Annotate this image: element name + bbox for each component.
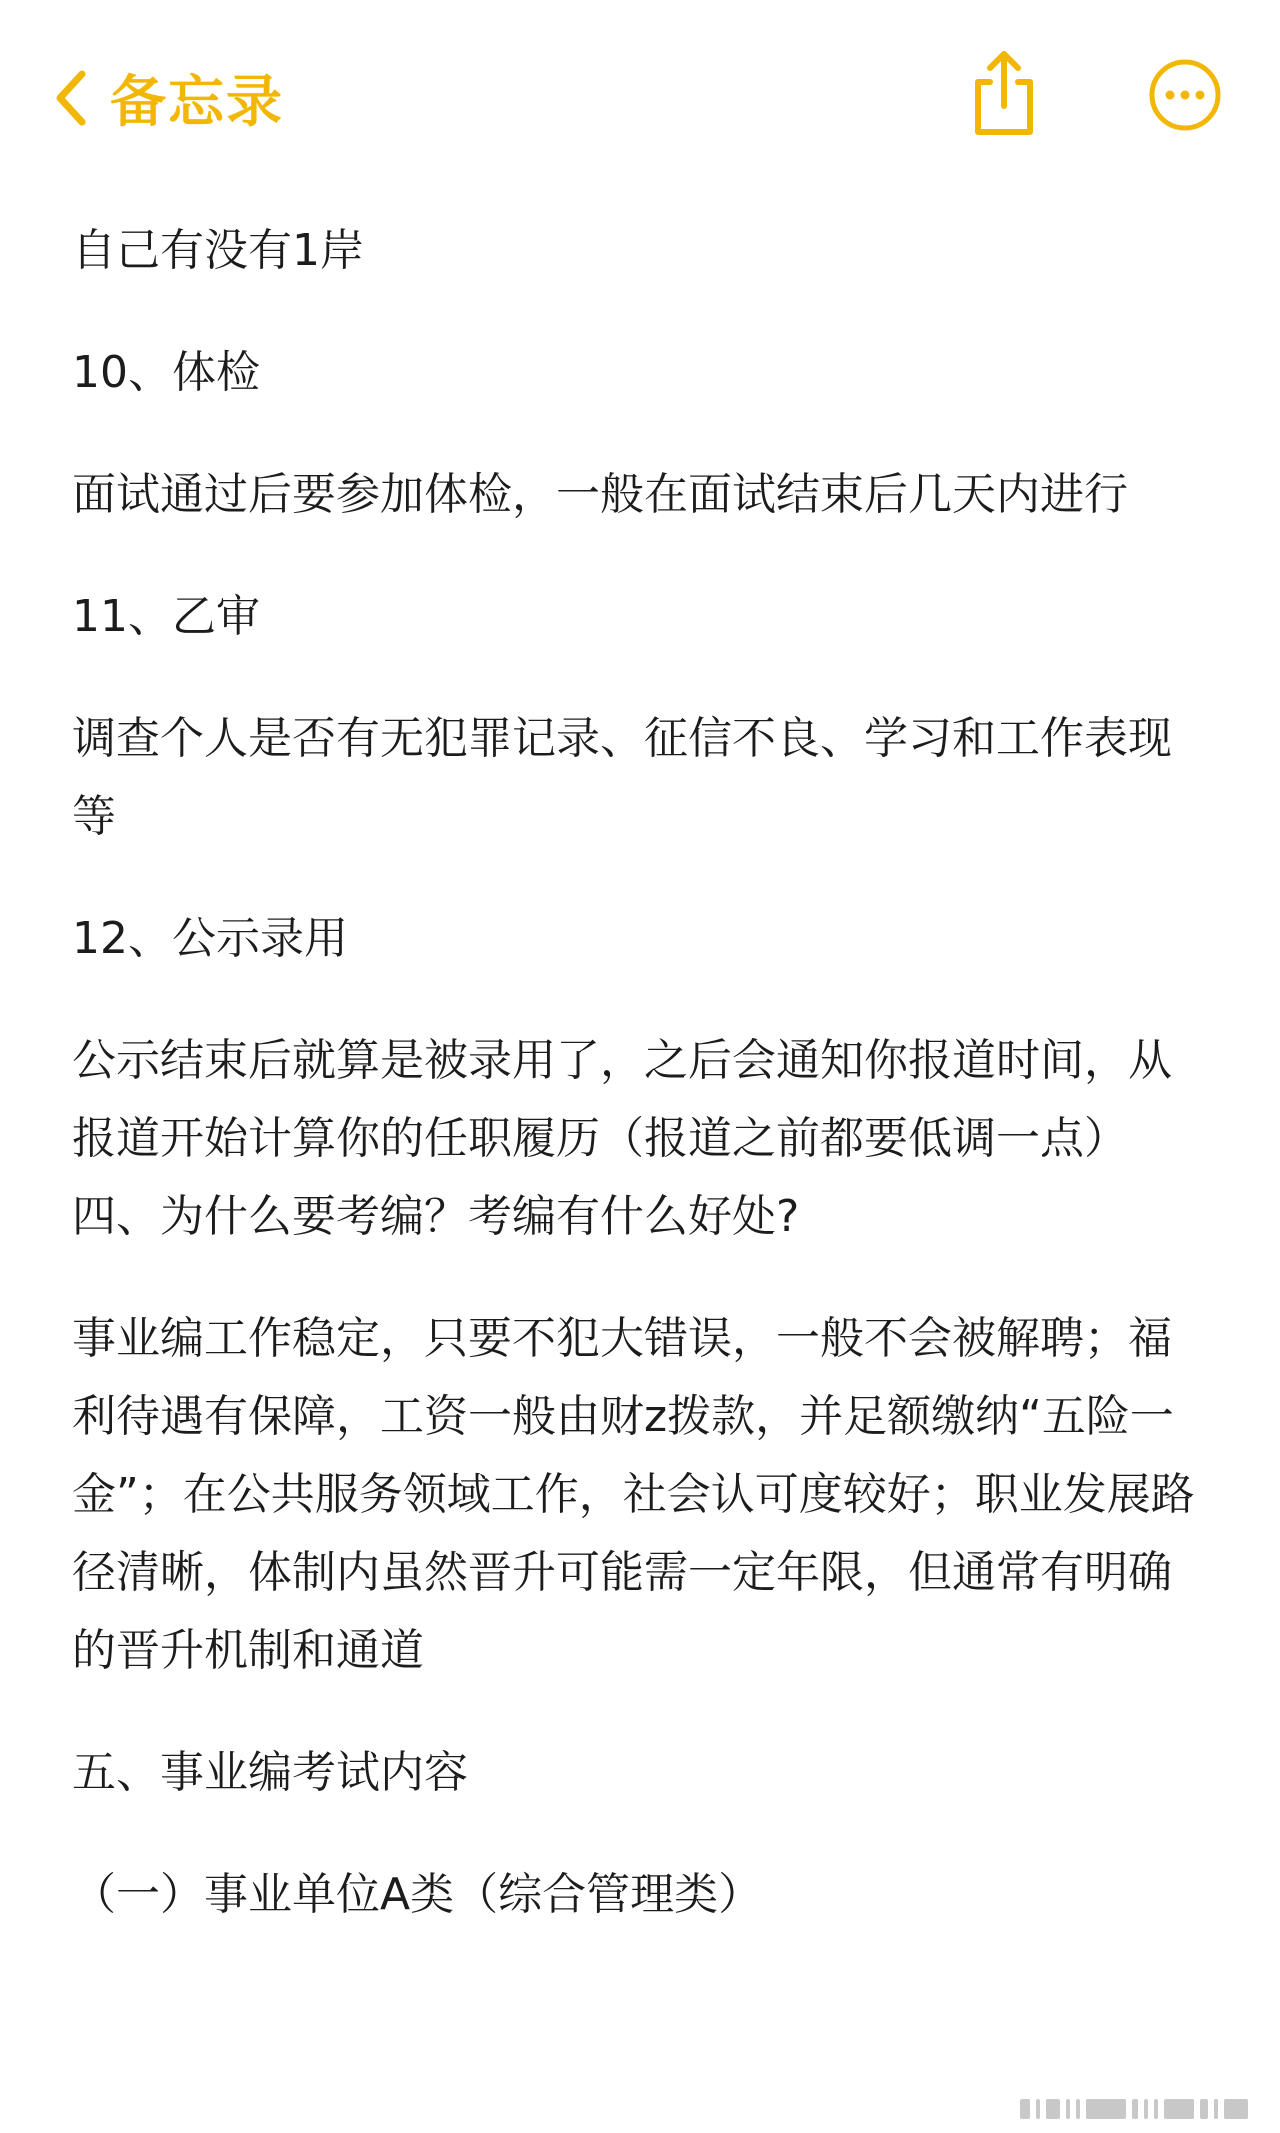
note-line: 自己有没有1岸 (72, 225, 364, 276)
back-label: 备忘录 (110, 70, 284, 135)
note-paragraph: 事业编工作稳定，只要不犯大错误，一般不会被解聘；福利待遇有保障，工资一般由财z拨款，并足额缴纳“五险一金”；在公共服务领域工作，社会认可度较好；职业发展路径清晰，体制内虽然晋升可能需一定年限，但通常有明确的晋升机制和通道 (72, 1313, 1195, 1676)
note-body[interactable] (72, 212, 1202, 1978)
section-heading: 五、事业编考试内容 (72, 1747, 468, 1798)
chevron-left-icon (52, 68, 88, 128)
note-paragraph: 面试通过后要参加体检，一般在面试结束后几天内进行 (72, 469, 1128, 520)
note-paragraph: 公示结束后就算是被录用了，之后会通知你报道时间，从报道开始计算你的任职履历（报道之前都要低调一点）四、为什么要考编？考编有什么好处? (72, 1035, 1172, 1242)
section-heading: 11、乙审 (72, 591, 260, 642)
section-heading: 10、体检 (72, 347, 260, 398)
ellipsis-circle-icon (1148, 117, 1222, 136)
watermark-bars (1020, 2098, 1260, 2120)
back-button[interactable] (52, 58, 284, 138)
section-subheading: （一）事业单位A类（综合管理类） (72, 1869, 763, 1920)
section-heading: 12、公示录用 (72, 913, 348, 964)
note-paragraph: 调查个人是否有无犯罪记录、征信不良、学习和工作表现等 (72, 713, 1172, 842)
share-icon (968, 123, 1040, 142)
navigation-bar (0, 0, 1280, 190)
share-button[interactable] (968, 48, 1040, 138)
more-button[interactable] (1148, 58, 1222, 132)
